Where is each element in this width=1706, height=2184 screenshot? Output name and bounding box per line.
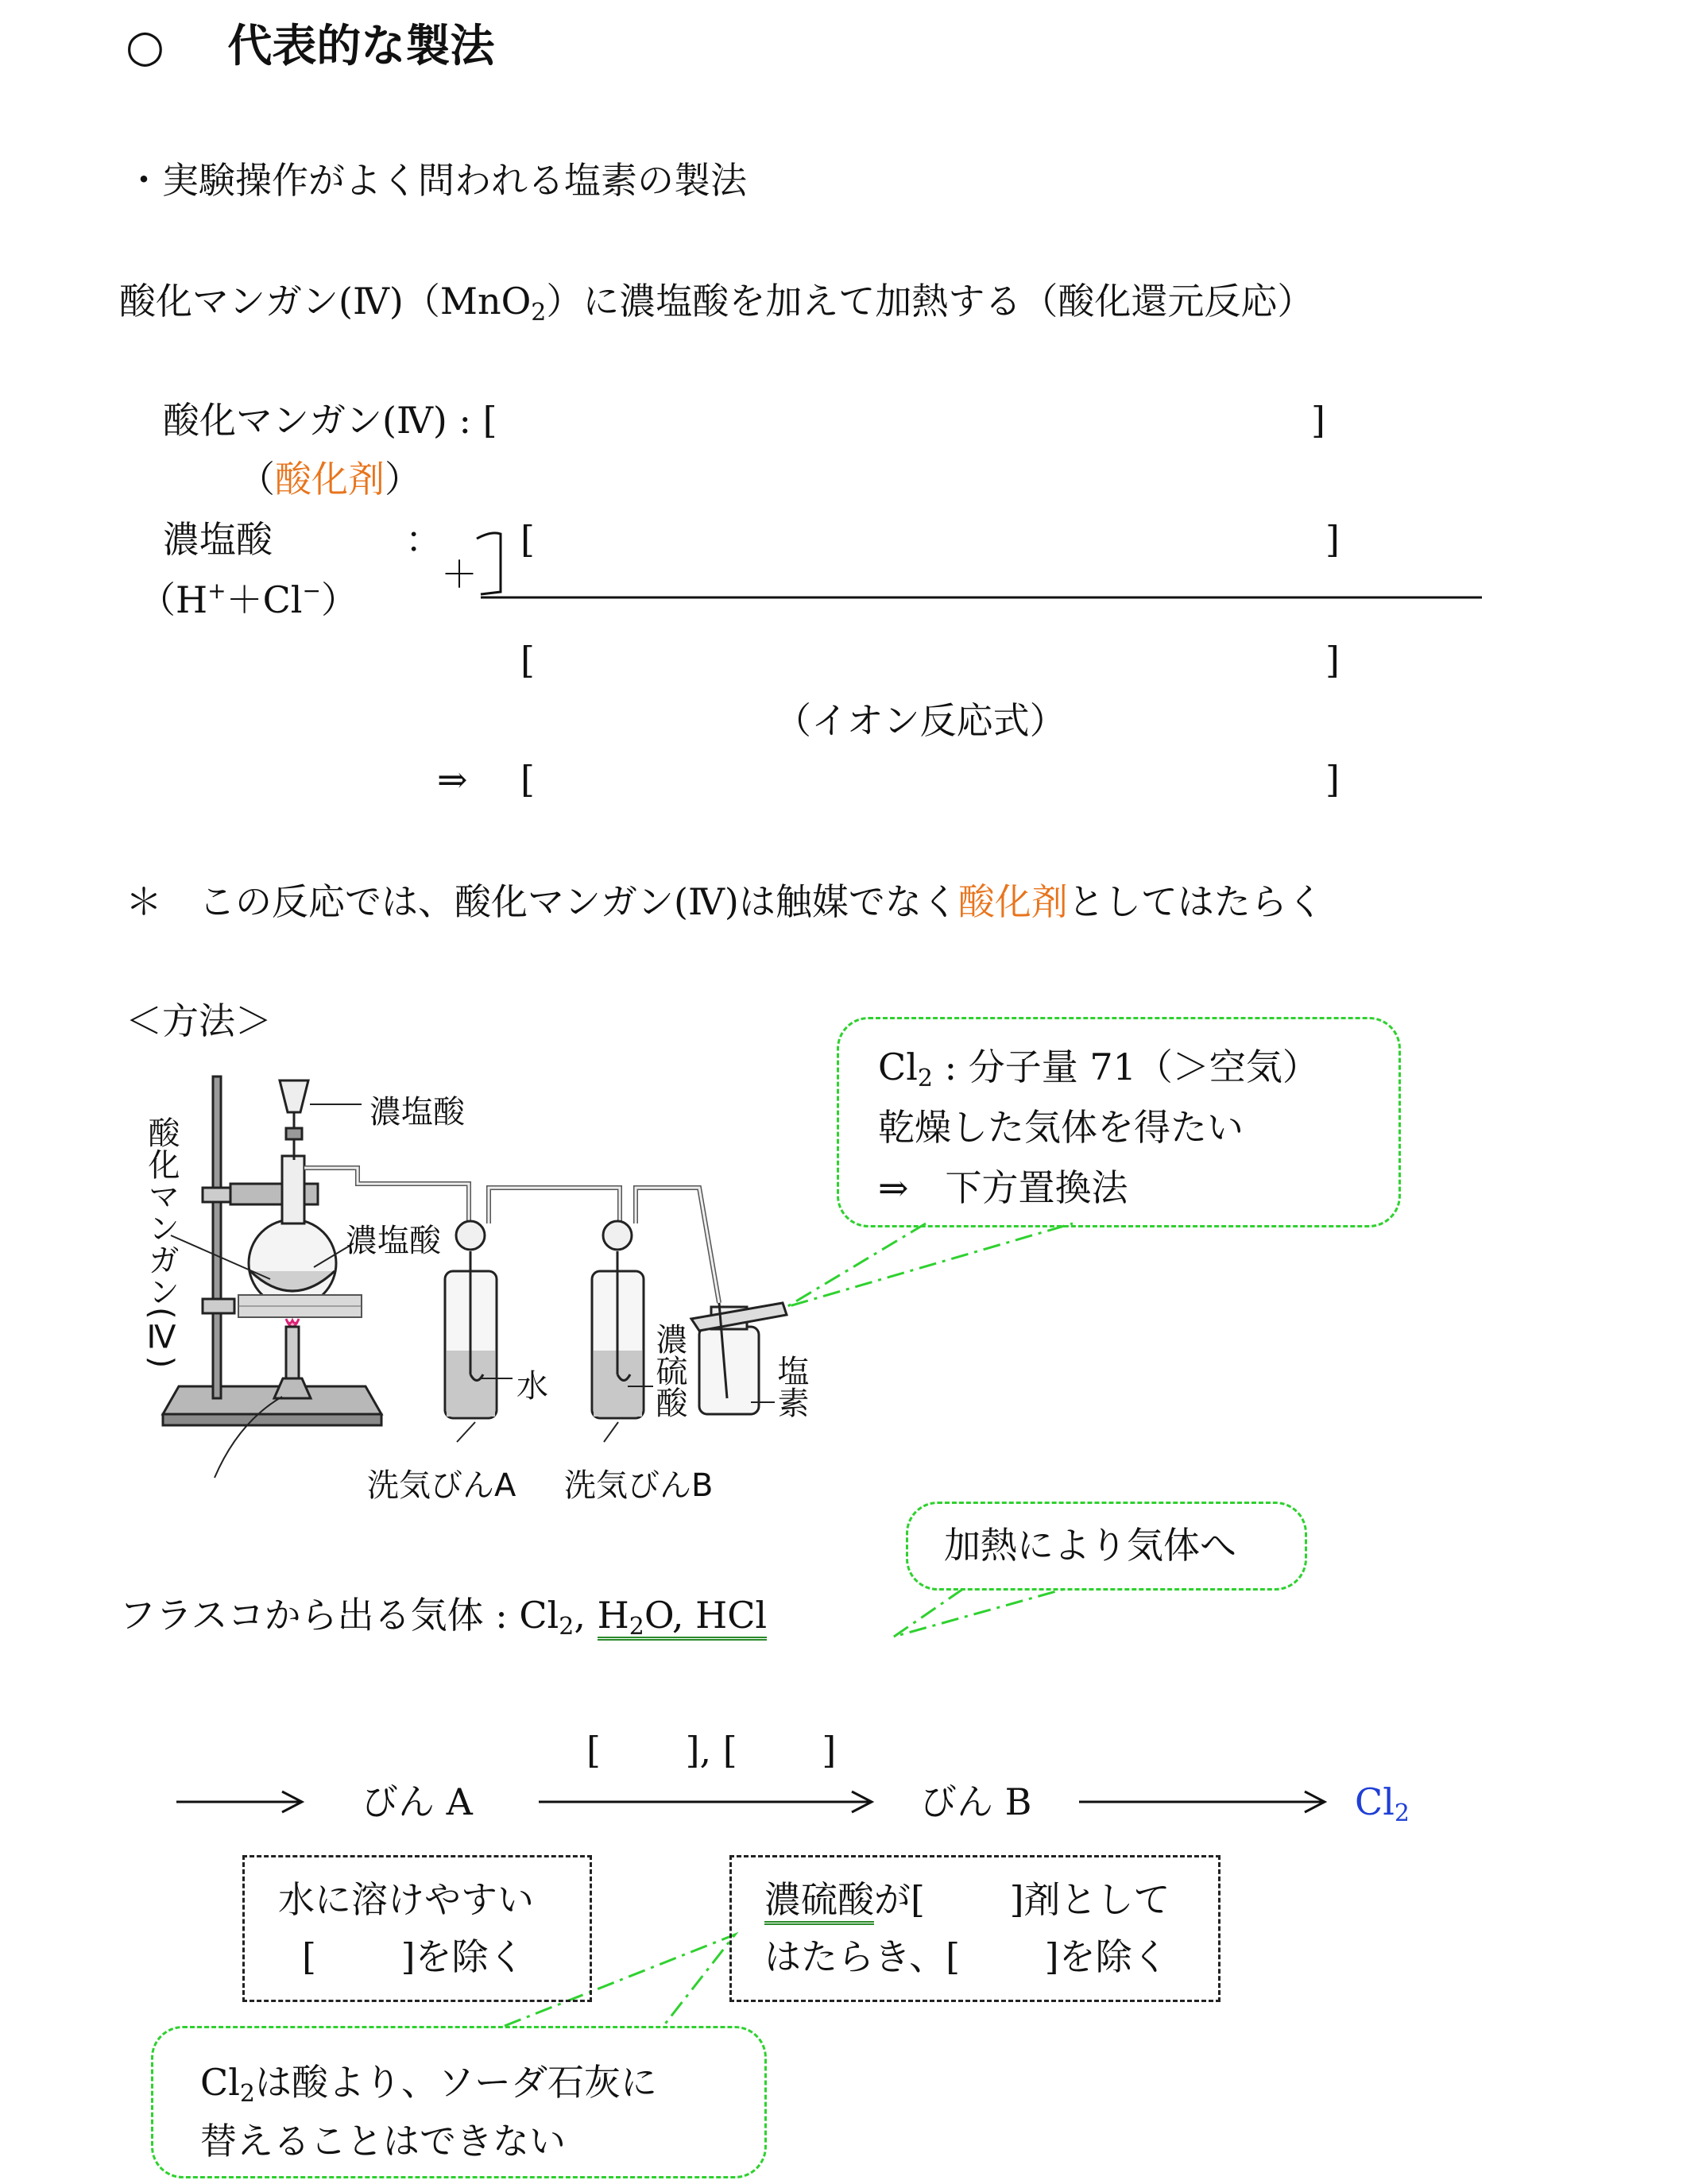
gases-text: フラスコから出る気体 : $Cl_2$, $H_2O$, HCl [119,1594,768,1641]
label-conc-h2so4: 濃硫酸 [651,1323,687,1418]
flow-arrows [176,1792,1325,1812]
box-bin-a [242,1855,592,2002]
flow-brackets: [ ], [ ] [586,1729,837,1772]
mno2-bracket-close: ] [1311,399,1325,442]
mno2-label: 酸化マンガン(Ⅳ) : [ [163,399,497,442]
reaction-bracket [477,533,1482,597]
label-bottle-a: 洗気びんA [367,1467,516,1504]
hcl-ions: （H+＋Cl−） [139,578,358,621]
bubble-soda-line1: $Cl_2$は酸より、ソーダ石灰に [200,2061,658,2108]
label-bottle-b: 洗気びんB [564,1467,714,1504]
note-text: ＊ この反応では、酸化マンガン(Ⅳ)は触媒でなく酸化剤としてはたらく [126,880,1324,923]
hcl-colon: ： [405,518,442,561]
bubble-soda-line2: 替えることはできない [200,2120,566,2163]
result-arrow: ⇒ [437,758,468,801]
sum-bracket-open: [ [520,639,535,682]
ion-equation-label: （イオン反応式） [775,699,1066,742]
box-bin-b [729,1855,1221,2002]
label-conc-hcl-top: 濃塩酸 [369,1094,465,1131]
flow-cl2: $Cl_2$ [1355,1780,1410,1827]
gases-underlined: $H_2O$, HCl [597,1594,768,1641]
flow-bin-b: びん B [920,1780,1032,1823]
bubble-cl2-line2: 乾燥した気体を得たい [878,1106,1244,1149]
intro-text: 酸化マンガン(Ⅳ)（MnO$_2$）に濃塩酸を加えて加熱する（酸化還元反応） [119,280,1314,327]
apparatus-drawing [163,1077,787,1478]
heading-mark: ○ [126,20,164,72]
hcl-bracket-close: ] [1325,518,1340,561]
label-water: 水 [516,1368,548,1405]
bubble-cl2-line3: ⇒ 下方置換法 [878,1166,1128,1209]
label-conc-hcl-flask: 濃塩酸 [346,1223,441,1259]
plus-sign: ＋ [441,553,478,596]
box-b-line1: 濃硫酸が[ ]剤として [764,1881,1170,1918]
bubble-heat-text: 加熱により気体へ [944,1524,1236,1567]
lead-text: ・実験操作がよく問われる塩素の製法 [126,159,747,202]
oxidizer-label: （酸化剤） [238,458,421,501]
box-a-line1: 水に溶けやすい [278,1878,534,1921]
hcl-bracket-open: [ [520,518,535,561]
box-b-line2: はたらき、[ ]を除く [764,1935,1169,1978]
method-heading: ＜方法＞ [126,999,272,1042]
box-a-line2: [ ]を除く [302,1935,525,1978]
heading-text: 代表的な製法 [227,20,495,72]
flow-bin-a: びん A [362,1780,473,1823]
label-chlorine: 塩素 [772,1355,809,1418]
result-bracket-open: [ [520,758,535,801]
bubble-cl2-line1: $Cl_2$ : 分子量 71（＞空気） [878,1046,1319,1092]
result-bracket-close: ] [1325,758,1340,801]
hcl-label: 濃塩酸 [163,518,273,561]
label-mno2-vertical: 酸化マンガン(Ⅳ) [143,1116,180,1369]
sum-bracket-close: ] [1325,639,1340,682]
